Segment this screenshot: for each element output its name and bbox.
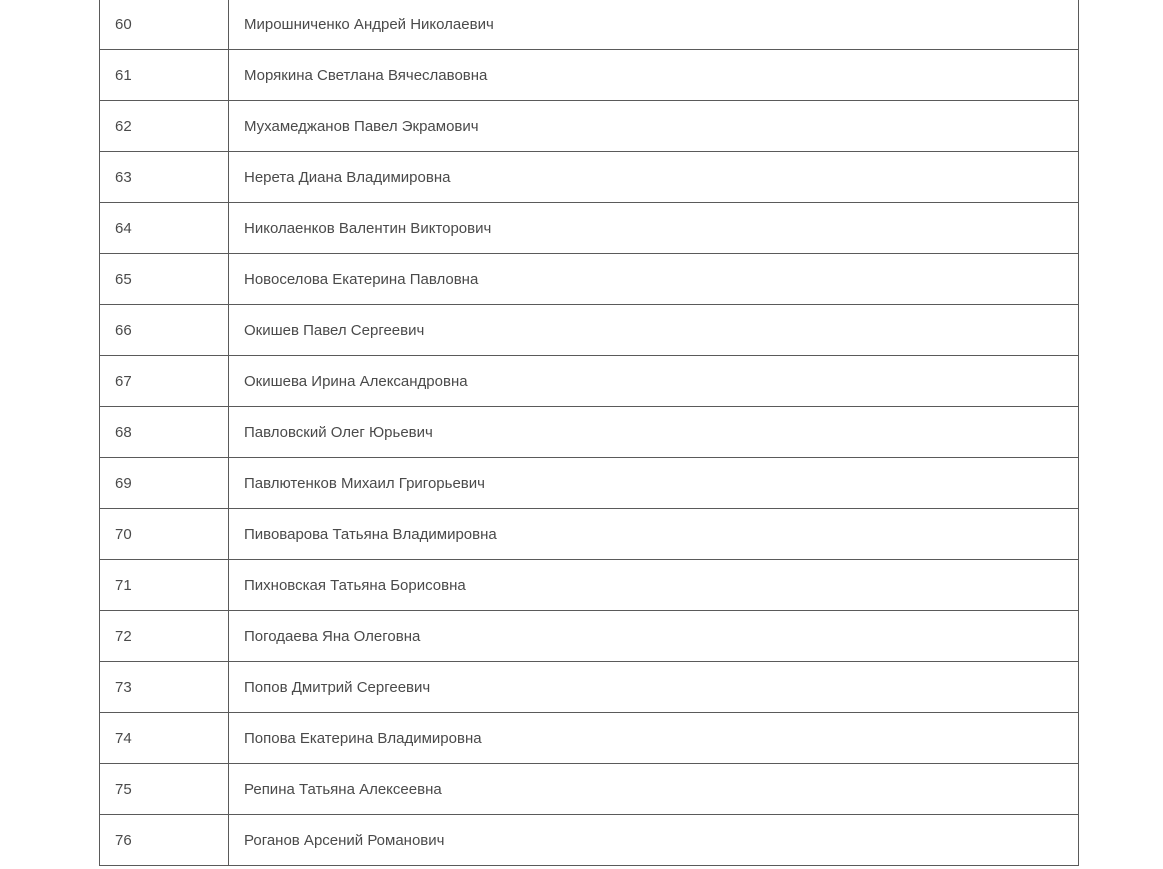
row-number-cell: 66: [100, 305, 229, 356]
table-row: [100, 764, 1079, 815]
row-number-cell: 63: [100, 152, 229, 203]
full-name-cell: Новоселова Екатерина Павловна: [229, 254, 1079, 305]
row-number-cell: 64: [100, 203, 229, 254]
row-number-cell: 60: [100, 0, 229, 50]
participants-table-body: [100, 0, 1079, 866]
table-row: [100, 152, 1079, 203]
table-row: [100, 254, 1079, 305]
full-name-cell: Павловский Олег Юрьевич: [229, 407, 1079, 458]
table-row: [100, 0, 1079, 50]
row-number-cell: 70: [100, 509, 229, 560]
table-row: [100, 203, 1079, 254]
full-name-cell: Попова Екатерина Владимировна: [229, 713, 1079, 764]
full-name-cell: Морякина Светлана Вячеславовна: [229, 50, 1079, 101]
row-number-cell: 67: [100, 356, 229, 407]
row-number-cell: 76: [100, 815, 229, 866]
row-number-cell: 68: [100, 407, 229, 458]
full-name-cell: Пихновская Татьяна Борисовна: [229, 560, 1079, 611]
table-row: [100, 458, 1079, 509]
table-row: [100, 407, 1079, 458]
full-name-cell: Окишев Павел Сергеевич: [229, 305, 1079, 356]
row-number-cell: 74: [100, 713, 229, 764]
full-name-cell: Мирошниченко Андрей Николаевич: [229, 0, 1079, 50]
full-name-cell: Попов Дмитрий Сергеевич: [229, 662, 1079, 713]
row-number-cell: 71: [100, 560, 229, 611]
table-row: [100, 611, 1079, 662]
participants-table: [99, 0, 1079, 866]
full-name-cell: Окишева Ирина Александровна: [229, 356, 1079, 407]
row-number-cell: 73: [100, 662, 229, 713]
table-row: [100, 662, 1079, 713]
full-name-cell: Репина Татьяна Алексеевна: [229, 764, 1079, 815]
table-row: [100, 509, 1079, 560]
participants-table-container: [99, 0, 1079, 866]
table-row: [100, 305, 1079, 356]
table-row: [100, 50, 1079, 101]
row-number-cell: 62: [100, 101, 229, 152]
row-number-cell: 61: [100, 50, 229, 101]
full-name-cell: Нерета Диана Владимировна: [229, 152, 1079, 203]
row-number-cell: 75: [100, 764, 229, 815]
table-row: [100, 101, 1079, 152]
table-row: [100, 713, 1079, 764]
full-name-cell: Мухамеджанов Павел Экрамович: [229, 101, 1079, 152]
full-name-cell: Погодаева Яна Олеговна: [229, 611, 1079, 662]
table-row: [100, 560, 1079, 611]
full-name-cell: Роганов Арсений Романович: [229, 815, 1079, 866]
row-number-cell: 69: [100, 458, 229, 509]
row-number-cell: 72: [100, 611, 229, 662]
row-number-cell: 65: [100, 254, 229, 305]
table-row: [100, 815, 1079, 866]
full-name-cell: Николаенков Валентин Викторович: [229, 203, 1079, 254]
full-name-cell: Павлютенков Михаил Григорьевич: [229, 458, 1079, 509]
full-name-cell: Пивоварова Татьяна Владимировна: [229, 509, 1079, 560]
table-row: [100, 356, 1079, 407]
